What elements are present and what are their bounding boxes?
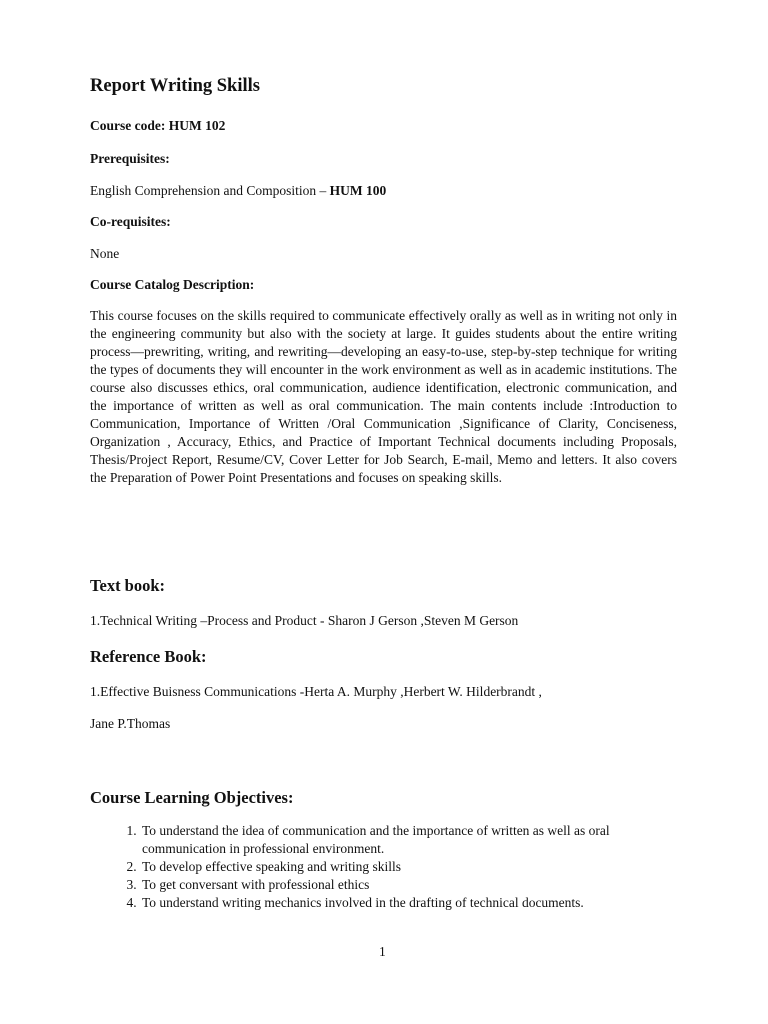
textbook-entry: 1.Technical Writing –Process and Product - Sharon J Gerson ,Steven M Gerson [90,613,519,628]
objective-item: 3. To get conversant with professional ethics [140,876,677,894]
prerequisites-text: English Comprehension and Composition – [90,183,330,198]
catalog-description: This course focuses on the skills required to communicate effectively orally as well as in writing not only in the engineering community but also with the society at large. It guides students about the entire writing process—prewriting, writing, and rewriting—developing an easy-to-use, step-by-step technique for writing the types of documents they will encounter in the work environment as well as in academic institutions. The course also discusses ethics, oral communication, audience identification, electronic communication, and the importance of written as well as oral communication. The main contents include :Introduction to Communication, Importance of Written /Oral Communication ,Significance of Clarity, Conciseness, Organization , Accuracy, Ethics, and Practice of Important Technical documents including Proposals, Thesis/Project Report, Resume/CV, Cover Letter for Job Search, E-mail, Memo and letters. It also covers the Preparation of Power Point Presentations and focuses on speaking skills. [90,308,677,485]
reference-entry-line2: Jane P.Thomas [90,716,171,731]
prerequisites-code: HUM 100 [329,183,387,198]
textbook-heading: Text book: [90,576,166,595]
page-number: 1 [379,944,386,959]
objectives-heading: Course Learning Objectives: [90,788,294,807]
prerequisites-line [90,183,386,199]
corequisites-text: None [90,246,120,261]
objective-item: 2. To develop effective speaking and writing skills [140,858,677,876]
course-code-label: Course code: [90,118,166,133]
reference-heading: Reference Book: [90,647,207,666]
course-code-value: HUM 102 [168,118,226,133]
corequisites-heading: Co-requisites: [90,214,171,229]
reference-entry-line1: 1.Effective Buisness Communications -Herta A. Murphy ,Herbert W. Hilderbrandt , [90,684,542,699]
course-code-line [90,118,225,134]
objectives-list [90,822,677,912]
catalog-heading: Course Catalog Description: [90,277,255,292]
objective-item: 4. To understand writing mechanics involved in the drafting of technical documents. [140,894,677,912]
document-title: Report Writing Skills [90,76,260,96]
prerequisites-heading: Prerequisites: [90,151,170,166]
objective-item: 1. To understand the idea of communication and the importance of written as well as oral communication in professional environment. [140,822,677,858]
